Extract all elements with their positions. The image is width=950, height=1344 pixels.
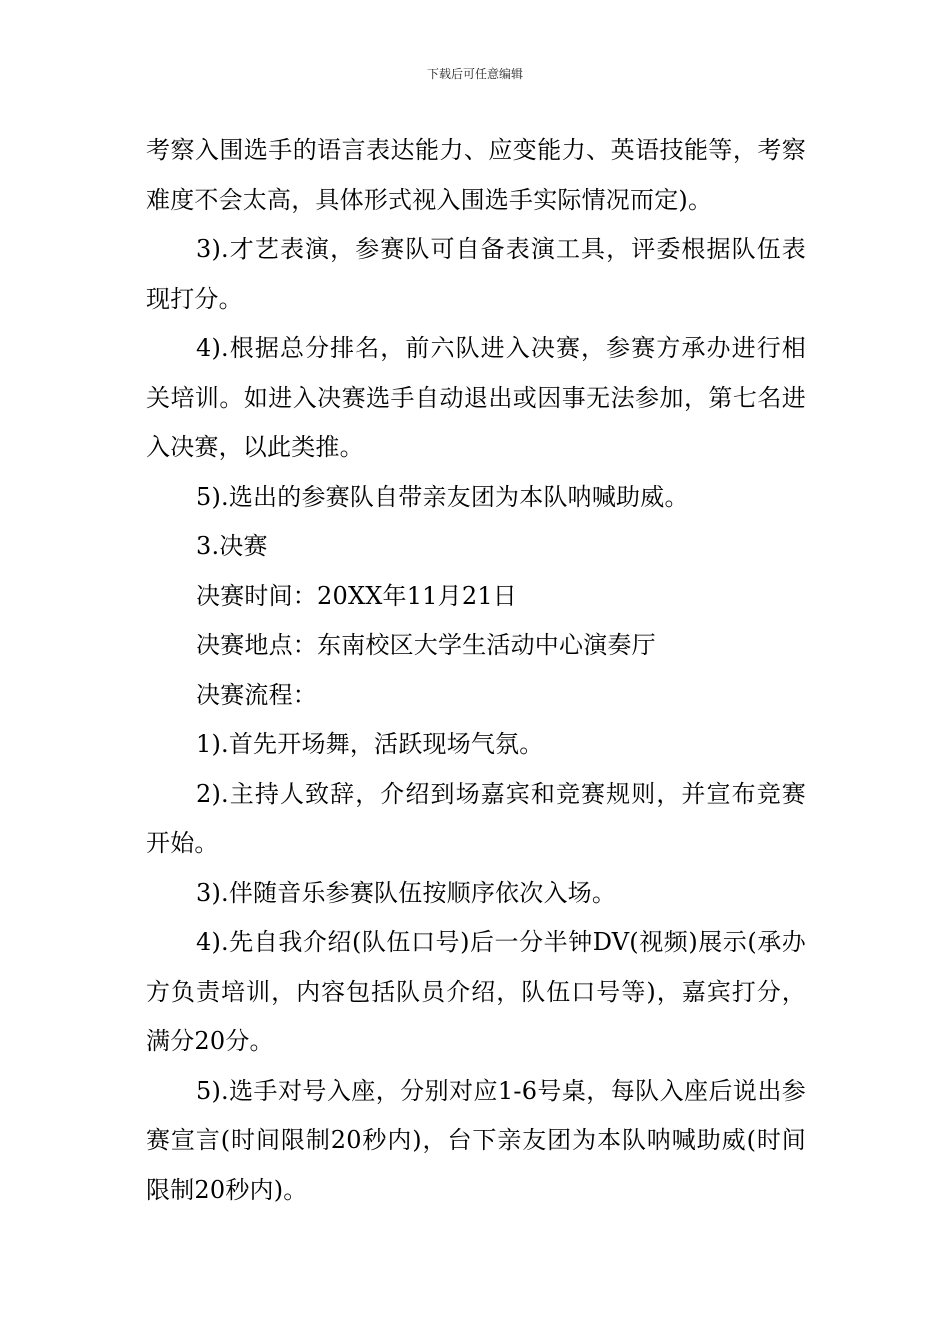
paragraph-step-3: 3).伴随音乐参赛队伍按顺序依次入场。 [196, 878, 617, 907]
paragraph-cheering: 5).选出的参赛队自带亲友团为本队呐喊助威。 [196, 482, 689, 511]
paragraph-final-time: 决赛时间：20XX年11月21日 [196, 581, 517, 610]
paragraph-final-venue: 决赛地点：东南校区大学生活动中心演奏厅 [196, 631, 656, 659]
section-heading-final: 3.决赛 [196, 532, 268, 560]
paragraph-continuation: 考察入围选手的语言表达能力、应变能力、英语技能等，考察难度不会太高，具体形式视入围选手实际情况而定)。 [146, 136, 806, 214]
paragraph-step-1: 1).首先开场舞，活跃现场气氛。 [196, 730, 544, 758]
paragraph-step-5: 5).选手对号入座，分别对应1-6号桌，每队入座后说出参赛宣言(时间限制20秒内)，台下亲友团为本队呐喊助威(时间限制20秒内)。 [146, 1076, 806, 1204]
page-header: 下载后可任意编辑 [426, 67, 523, 81]
paragraph-talent-show: 3).才艺表演，参赛队可自备表演工具，评委根据队伍表现打分。 [146, 235, 806, 313]
paragraph-step-2: 2).主持人致辞，介绍到场嘉宾和竞赛规则，并宣布竞赛开始。 [146, 779, 806, 857]
paragraph-step-4: 4).先自我介绍(队伍口号)后一分半钟DV(视频)展示(承办方负责培训，内容包括队员介绍，队伍口号等)，嘉宾打分，满分20分。 [146, 928, 806, 1055]
document-body [146, 126, 806, 1215]
paragraph-ranking: 4).根据总分排名，前六队进入决赛，参赛方承办进行相关培训。如进入决赛选手自动退出或因事无法参加，第七名进入决赛，以此类推。 [146, 334, 806, 461]
paragraph-final-process: 决赛流程： [196, 680, 317, 709]
